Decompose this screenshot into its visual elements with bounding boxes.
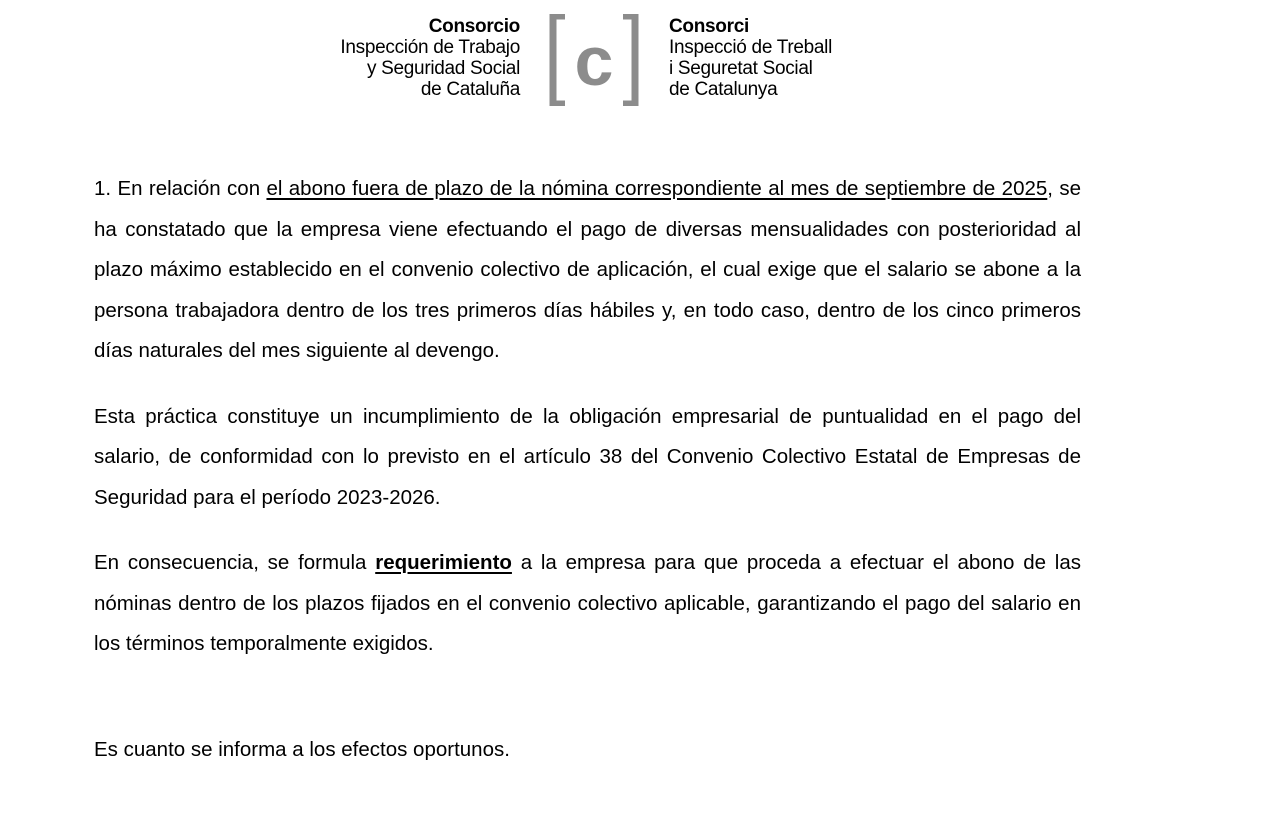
letterhead-spanish (340, 16, 520, 100)
paragraph-3 (94, 543, 1081, 665)
closing-paragraph: Es cuanto se informa a los efectos oportunos. (94, 737, 510, 761)
p1-rest: , se ha constatado que la empresa viene efectuando el pago de diversas mensualidades con posterioridad al plazo máximo establecido en el convenio colectivo de aplicación, el cual exige que el salario se abone a la persona trabajadora dentro de los tres primeros días hábiles y, en todo caso, dentro de los cinco primeros días naturales del mes siguiente al devengo. (94, 177, 1082, 362)
org-line3-ca: de Catalunya (669, 79, 778, 100)
p1-lead: 1. En relación con (94, 177, 267, 200)
consorcio-logo (549, 14, 639, 106)
p3-rest: a la empresa para que proceda a efectuar el abono de las nóminas dentro de los plazos fijados en el convenio colectivo aplicable, garantizando el pago del salario en los términos temporalmente exigidos. (94, 551, 1081, 655)
logo-letter: c (574, 22, 614, 100)
org-line3-es: de Cataluña (420, 79, 520, 100)
p1-underlined: el abono fuera de plazo de la nómina correspondiente al mes de septiembre de 2025 (266, 177, 1048, 200)
org-line1-ca: Inspecció de Treball (669, 37, 832, 58)
letterhead (0, 14, 1284, 114)
paragraph-1 (94, 169, 1081, 372)
org-name-es: Consorcio (428, 16, 520, 37)
org-line1-es: Inspección de Trabajo (340, 37, 520, 58)
org-line2-ca: i Seguretat Social (669, 58, 813, 79)
org-line2-es: y Seguridad Social (366, 58, 520, 79)
document-body (94, 169, 1081, 770)
letterhead-catalan (669, 16, 832, 100)
org-name-ca: Consorci (669, 16, 749, 37)
p3-lead: En consecuencia, se formula (94, 551, 376, 574)
p3-bold: requerimiento (375, 551, 512, 574)
paragraph-2: Esta práctica constituye un incumplimiento de la obligación empresarial de puntualidad en el pago del salario, de conformidad con lo previsto en el artículo 38 del Convenio Colectivo Estatal de Empresas de Seguridad para el período 2023-2026. (94, 404, 1081, 509)
